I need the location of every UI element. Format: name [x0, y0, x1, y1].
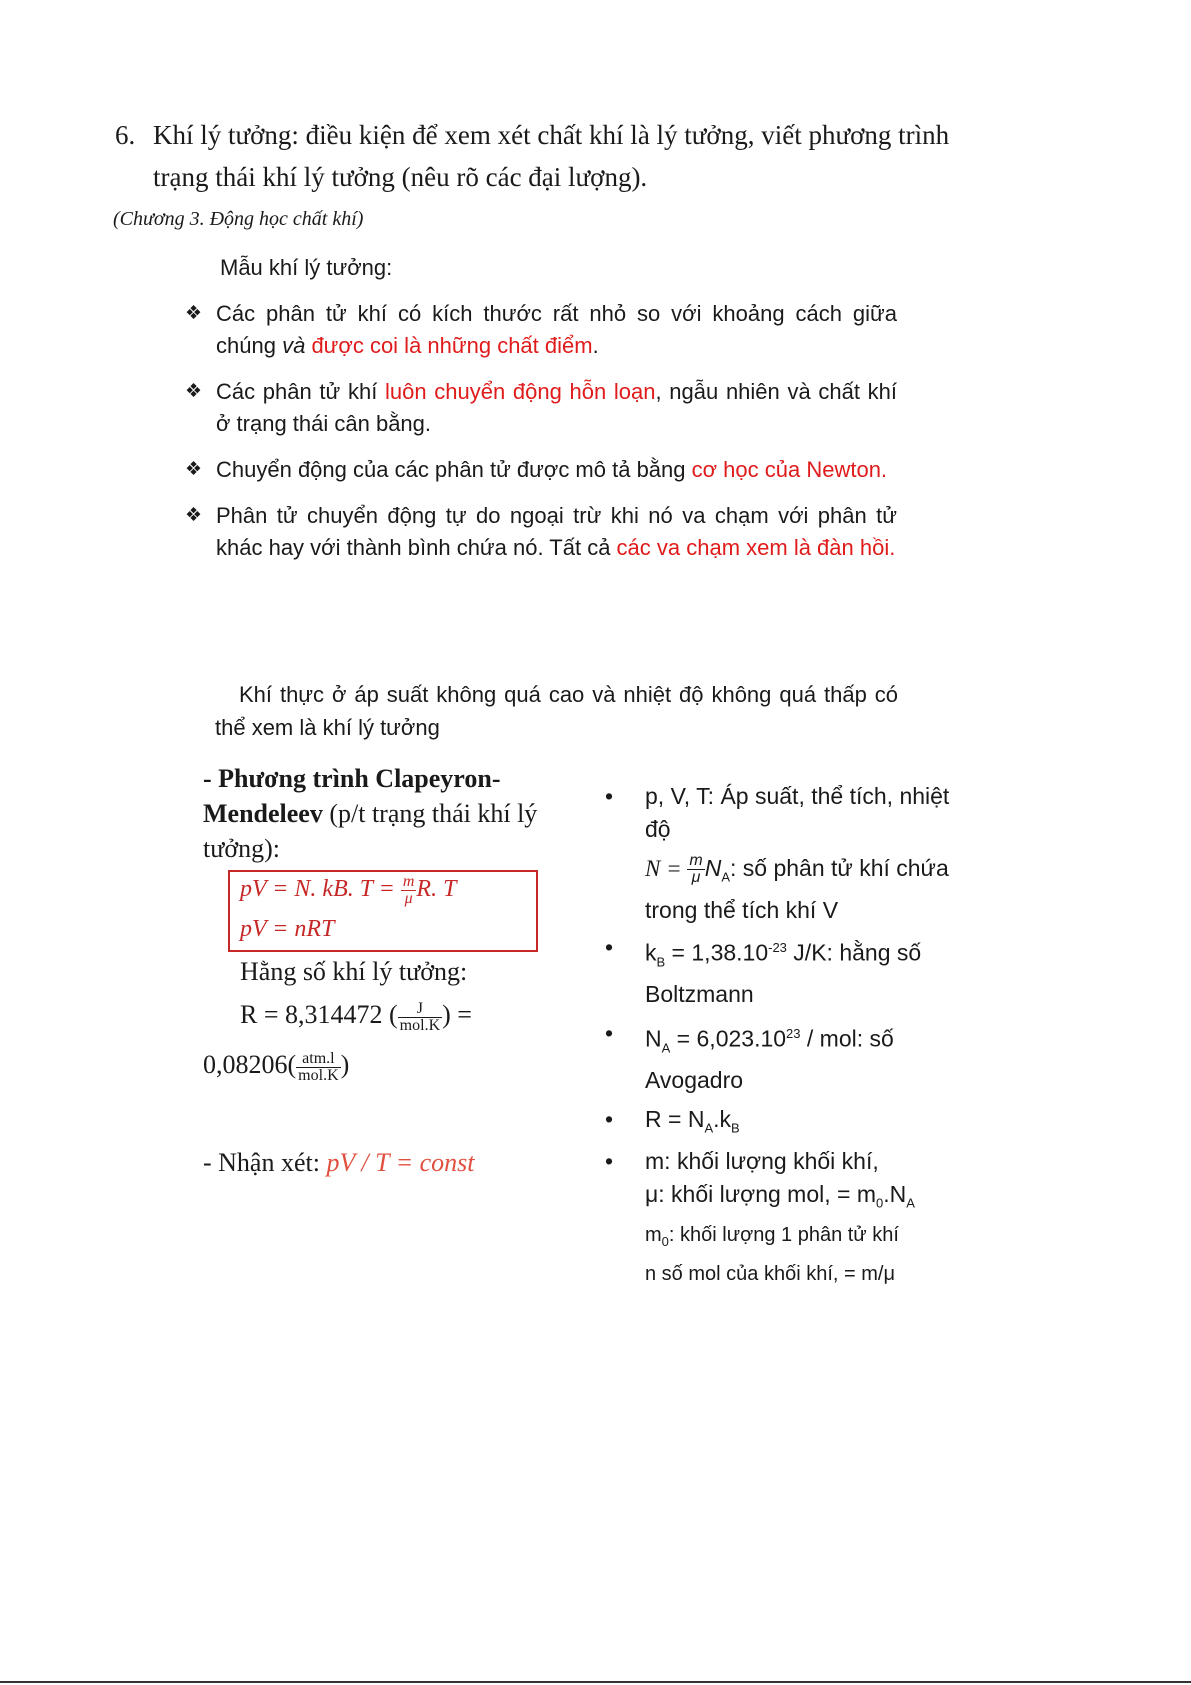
bullet-icon: •: [605, 1147, 614, 1174]
page-bottom-rule: [0, 1681, 1191, 1683]
list-item: • $N_A = 6,023.10^{23}$ / mol: số Avogadro: [605, 1017, 955, 1097]
bullet-icon: •: [605, 933, 614, 960]
list-item: ❖ Các phân tử khí có kích thước rất nhỏ so với khoảng cách giữa chúng và được coi là những chất điểm.: [185, 298, 897, 362]
ideal-gas-model-title: Mẫu khí lý tưởng:: [220, 255, 393, 280]
quantities-list: [605, 780, 955, 1291]
chapter-note: (Chương 3. Động học chất khí): [113, 208, 364, 230]
list-item: N = $\frac{m}{\mu}$ $N_A$: số phân tử khí chứa trong thể tích khí V: [645, 852, 949, 923]
state-equation-2: pV = nRT: [240, 916, 335, 942]
bullet-icon: •: [605, 1019, 614, 1046]
list-item: • m: khối lượng khối khí,: [605, 1145, 955, 1178]
gas-constant-title: Hằng số khí lý tưởng:: [240, 957, 468, 986]
gas-constant-atm: 0,08206( $\frac{\text{atm.l}}{\text{mol.K}}$ ): [203, 1049, 350, 1084]
ideal-gas-model-list: [185, 298, 897, 578]
diamond-bullet-icon: ❖: [185, 303, 203, 324]
gas-constant-si: R = 8,314472 ( $\frac{J}{\text{mol.K}}$ ) =: [240, 999, 472, 1034]
list-item: ❖ Chuyển động của các phân tử được mô tả bằng cơ học của Newton.: [185, 454, 897, 486]
bullet-icon: •: [605, 783, 614, 809]
state-equation-box: [228, 870, 538, 952]
list-item: ❖ Phân tử chuyển động tự do ngoại trừ khi nó va chạm với phân tử khác hay với thành bình chứa nó. Tất cả các va chạm xem là đàn hồi.: [185, 500, 897, 564]
list-item: $m_0$: khối lượng 1 phân tử khí: [645, 1224, 899, 1250]
clapeyron-title: - Phương trình Clapeyron-Mendeleev (p/t trạng thái khí lý tưởng):: [203, 764, 538, 863]
question-number: 6.: [115, 120, 136, 150]
list-item: ❖ Các phân tử khí luôn chuyển động hỗn loạn, ngẫu nhiên và chất khí ở trạng thái cân bằng.: [185, 376, 897, 440]
list-item: n số mol của khối khí, = m/μ: [645, 1263, 895, 1286]
bullet-icon: •: [605, 1106, 614, 1133]
list-item: • p, V, T: Áp suất, thể tích, nhiệt độ: [605, 780, 955, 846]
question-text-line2: trạng thái khí lý tưởng (nêu rõ các đại lượng).: [153, 162, 648, 192]
real-gas-note: Khí thực ở áp suất không quá cao và nhiệt độ không quá thấp có thể xem là khí lý tưởng: [215, 682, 898, 740]
list-item: μ: khối lượng mol, = $m_0.N_A$: [645, 1180, 915, 1211]
question-text-line1: Khí lý tưởng: điều kiện để xem xét chất khí là lý tưởng, viết phương trình: [153, 120, 950, 150]
diamond-bullet-icon: ❖: [185, 459, 203, 480]
diamond-bullet-icon: ❖: [185, 381, 203, 402]
list-item: • $k_B = 1,38.10^{-23}$ J/K: hằng số Boltzmann: [605, 931, 955, 1011]
remark: - Nhận xét: pV / T = const: [203, 1148, 475, 1177]
list-item: • $R = N_A.k_B$: [605, 1103, 955, 1145]
fraction: $\frac{m}{\mu}$: [402, 873, 415, 907]
diamond-bullet-icon: ❖: [185, 505, 203, 526]
state-equation-1: pV = N. kB. T = $\frac{m}{\mu}$ R. T: [240, 873, 457, 907]
